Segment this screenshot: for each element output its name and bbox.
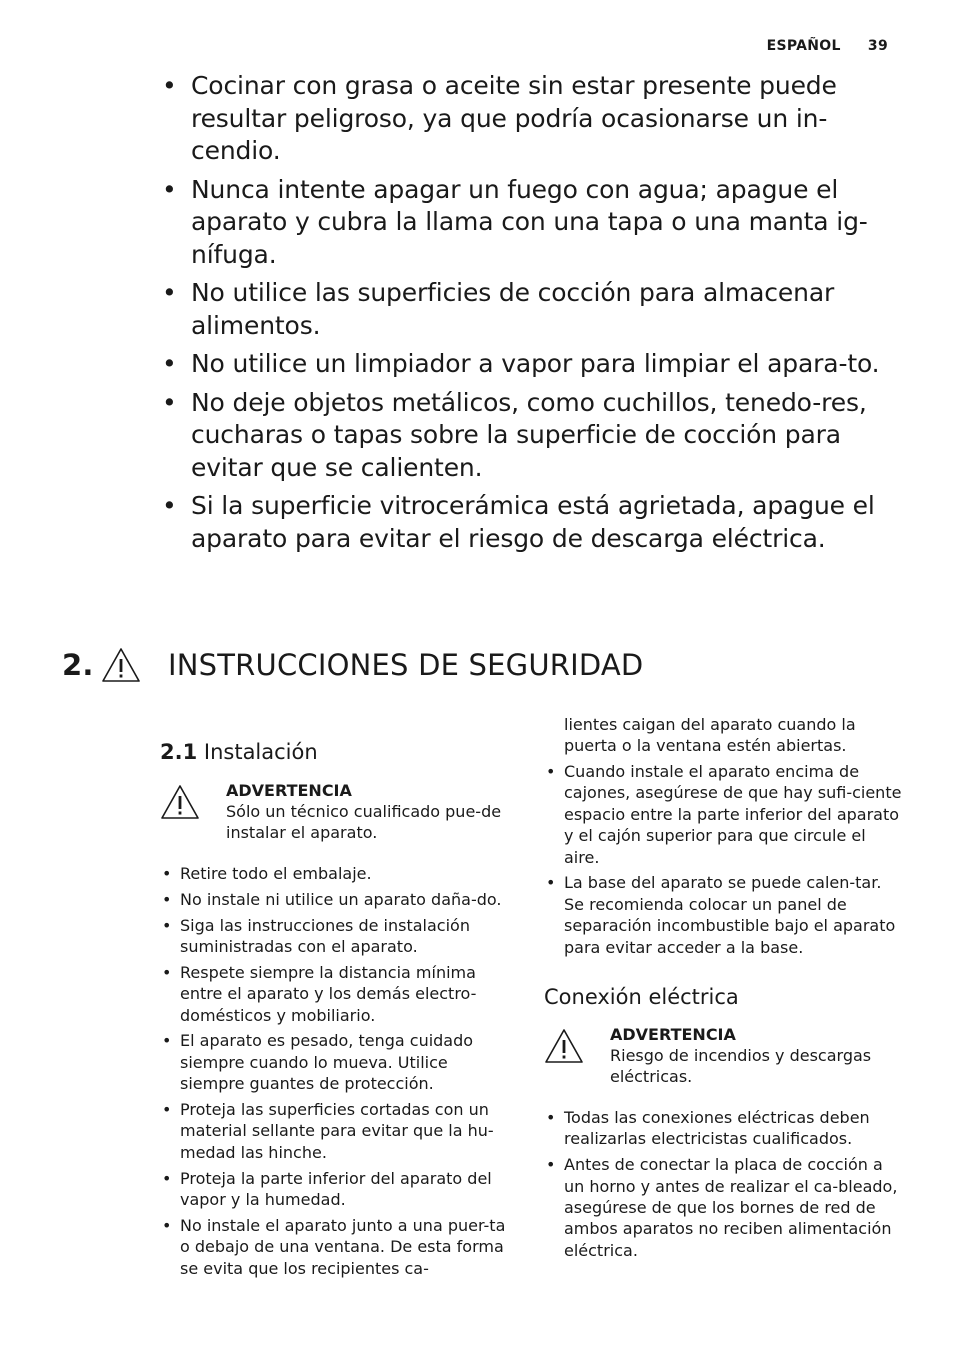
- intro-bullet-list: [160, 70, 900, 561]
- warning-text-block: [226, 780, 516, 843]
- section-heading: [62, 645, 882, 689]
- section-number: 2.: [62, 648, 94, 682]
- installation-bullet-list: [160, 863, 510, 1283]
- list-item: • No deje objetos metálicos, como cuchillos, tenedo-res, cucharas o tapas sobre la superficie de cocción para evitar que se calienten.: [160, 387, 900, 485]
- subsection-heading-electrical: [544, 983, 739, 1011]
- list-item: • Cuando instale el aparato encima de cajones, asegúrese de que hay sufi-ciente espacio entre la parte inferior del aparato y el cajón superior para que circule el aire.: [544, 761, 904, 868]
- subsection-title: Instalación: [203, 740, 318, 764]
- list-item: • No utilice las superficies de cocción para almacenar alimentos.: [160, 277, 900, 342]
- electrical-warning: [544, 1024, 904, 1094]
- list-item: • La base del aparato se puede calen-tar. Se recomienda colocar un panel de separación incombustible bajo el aparato para evitar acceder a la base.: [544, 872, 904, 958]
- list-item: • Cocinar con grasa o aceite sin estar presente puede resultar peligroso, ya que podría ocasionarse un in-cendio.: [160, 70, 900, 168]
- subsection-number: 2.1: [160, 740, 198, 764]
- list-item: • Proteja las superficies cortadas con un material sellante para evitar que la hu-medad las hinche.: [160, 1099, 510, 1163]
- list-item: • Proteja la parte inferior del aparato del vapor y la humedad.: [160, 1168, 510, 1211]
- subsection-title: Conexión eléctrica: [544, 985, 739, 1009]
- list-item: • No utilice un limpiador a vapor para limpiar el apara-to.: [160, 348, 900, 381]
- header-language: ESPAÑOL: [766, 38, 841, 54]
- list-item: • Si la superficie vitrocerámica está agrietada, apague el aparato para evitar el riesgo de descarga eléctrica.: [160, 490, 900, 555]
- list-item: • Antes de conectar la placa de cocción a un horno y antes de realizar el ca-bleado, asegúrese de que los bornes de red de ambos aparatos no reciben alimentación eléctrica.: [544, 1154, 904, 1261]
- warning-text-block: [610, 1024, 900, 1087]
- page-number: 39: [867, 38, 888, 54]
- installation-warning: [160, 780, 520, 850]
- subsection-heading-installation: [160, 738, 318, 766]
- list-item: • No instale ni utilice un aparato daña-do.: [160, 889, 510, 910]
- warning-triangle-icon: [544, 1028, 584, 1069]
- list-item: • Respete siempre la distancia mínima entre el aparato y los demás electro-domésticos y mobiliario.: [160, 962, 510, 1026]
- warning-heading: ADVERTENCIA: [610, 1025, 736, 1044]
- warning-heading: ADVERTENCIA: [226, 781, 352, 800]
- installation-bullet-list-right: [544, 761, 904, 962]
- warning-triangle-icon: [101, 647, 141, 693]
- warning-triangle-icon: [160, 784, 200, 825]
- section-title: INSTRUCCIONES DE SEGURIDAD: [168, 648, 644, 682]
- page-header: [767, 38, 888, 54]
- electrical-bullet-list: [544, 1107, 904, 1266]
- list-item: • Retire todo el embalaje.: [160, 863, 510, 884]
- list-item: • No instale el aparato junto a una puer-ta o debajo de una ventana. De esta forma se evita que los recipientes ca-: [160, 1215, 510, 1279]
- list-item: • Todas las conexiones eléctricas deben realizarlas electricistas cualificados.: [544, 1107, 904, 1150]
- list-item: • Nunca intente apagar un fuego con agua; apague el aparato y cubra la llama con una tapa o una manta ig-nífuga.: [160, 174, 900, 272]
- warning-text: Riesgo de incendios y descargas eléctricas.: [610, 1046, 872, 1086]
- warning-text: Sólo un técnico cualificado pue-de instalar el aparato.: [226, 802, 502, 842]
- list-item: • Siga las instrucciones de instalación suministradas con el aparato.: [160, 915, 510, 958]
- continuation-text: lientes caigan del aparato cuando la puerta o la ventana estén abiertas.: [564, 715, 856, 756]
- list-item: • El aparato es pesado, tenga cuidado siempre cuando lo mueva. Utilice siempre guantes de protección.: [160, 1030, 510, 1094]
